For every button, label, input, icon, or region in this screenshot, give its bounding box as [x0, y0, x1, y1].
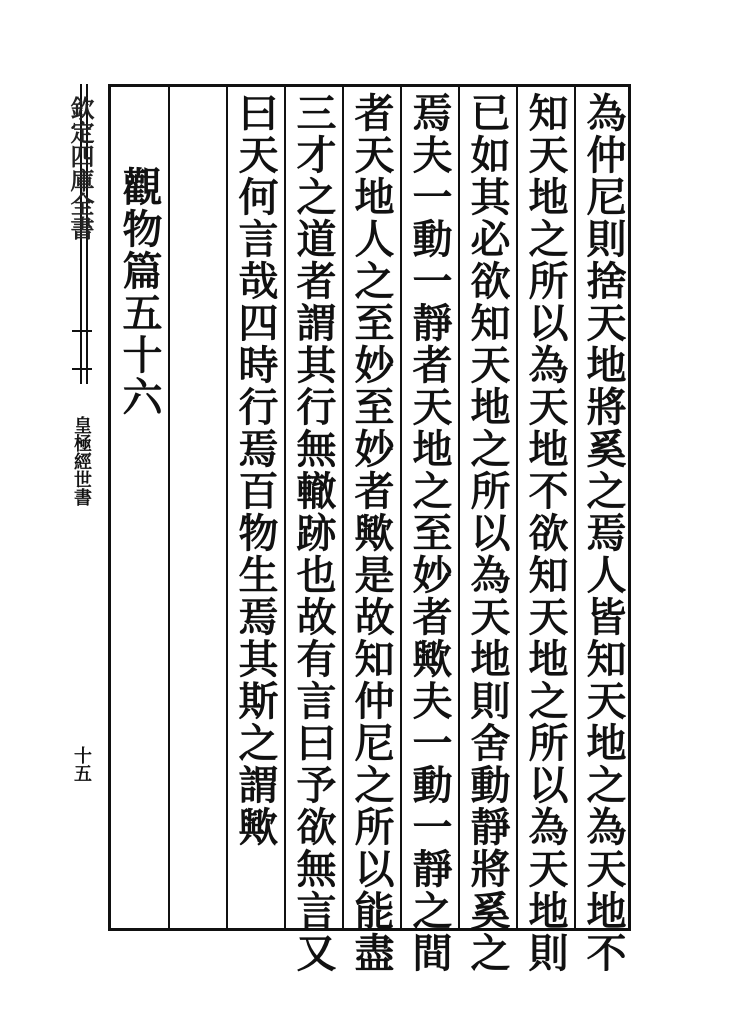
chapter-heading: 觀物篇五十六 [116, 166, 163, 418]
column-divider [574, 86, 576, 929]
text-column-5: 者天地人之至妙至妙者歟是故知仲尼之所以能盡 [348, 92, 395, 974]
page-number: 十五 [71, 746, 92, 782]
text-column-1: 為仲尼則捨天地將奚之焉人皆知天地之為天地不 [580, 92, 627, 974]
column-divider [168, 86, 170, 929]
text-column-6: 三才之道者謂其行無轍跡也故有言曰予欲無言又 [290, 92, 337, 974]
text-column-2: 知天地之所以為天地不欲知天地之所以為天地則 [522, 92, 569, 974]
collection-title: 欽定四庫全書 [66, 96, 95, 240]
column-divider [226, 86, 228, 929]
column-divider [284, 86, 286, 929]
fishtail-mark [72, 368, 92, 370]
column-divider [458, 86, 460, 929]
column-divider [342, 86, 344, 929]
fishtail-mark [72, 330, 92, 332]
text-column-3: 已如其必欲知天地之所以為天地則舍動靜將奚之 [464, 92, 511, 974]
frame-left-rule [108, 84, 111, 931]
frame-top-rule [108, 84, 630, 87]
book-title: 皇極經世書 [71, 416, 92, 506]
column-divider [400, 86, 402, 929]
text-column-7: 曰天何言哉四時行焉百物生焉其斯之謂歟 [232, 92, 279, 848]
text-column-4: 焉夫一動一靜者天地之至妙者歟夫一動一靜之間 [406, 92, 453, 974]
column-divider [516, 86, 518, 929]
